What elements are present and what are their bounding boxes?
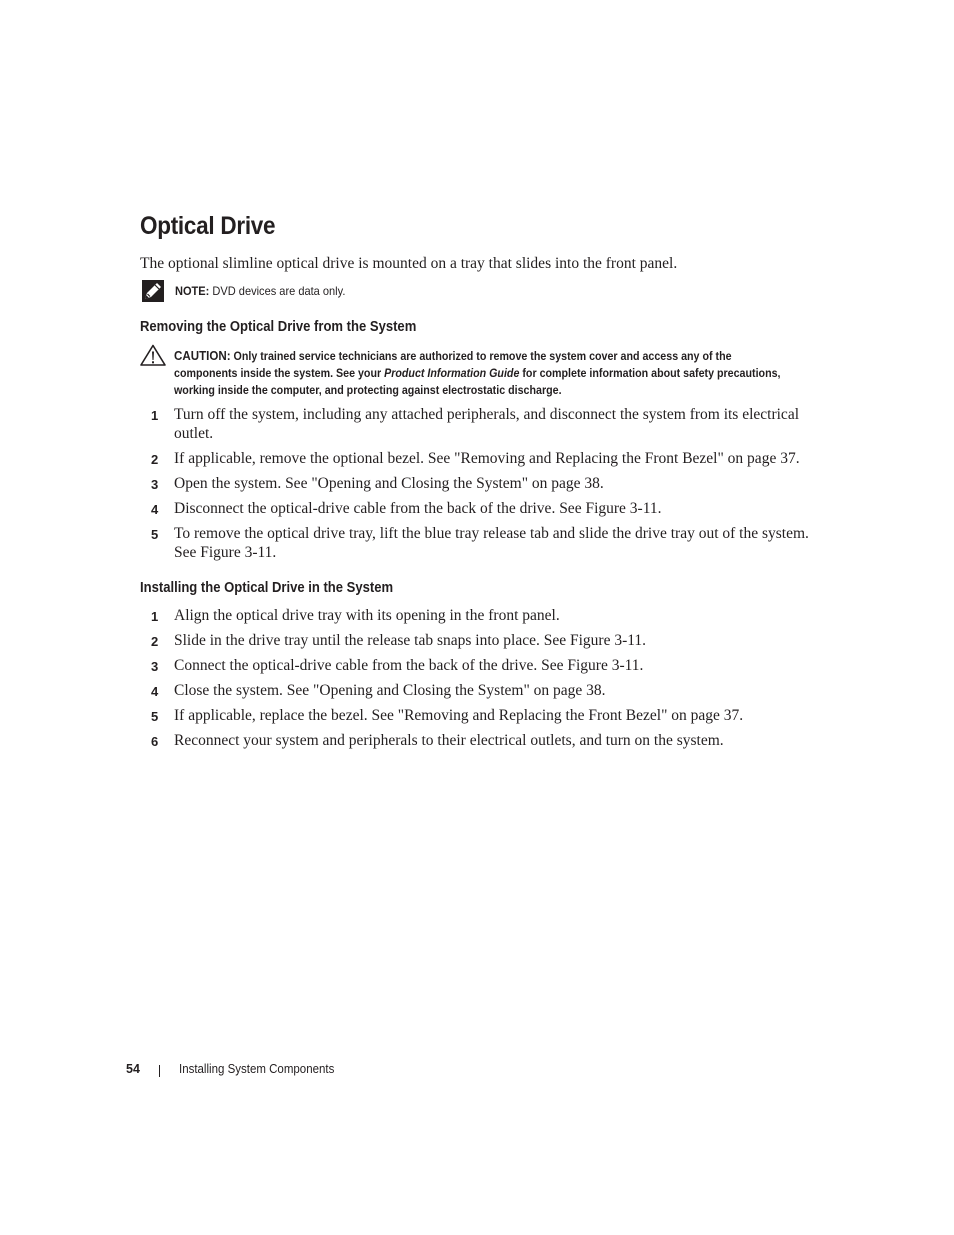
installing-heading: Installing the Optical Drive in the System	[140, 580, 394, 596]
page-title: Optical Drive	[140, 212, 276, 240]
list-item	[140, 524, 820, 562]
step-text: Disconnect the optical-drive cable from the back of the drive. See Figure 3-11.	[174, 500, 662, 517]
footer-section-title: Installing System Components	[179, 1062, 335, 1076]
caution-body-after: for complete information about safety precautions, working inside the computer, and protecting against electrostatic discharge.	[174, 366, 781, 397]
step-text: Slide in the drive tray until the release tab snaps into place. See Figure 3-11.	[174, 632, 647, 649]
step-text: Close the system. See "Opening and Closing the System" on page 38.	[174, 682, 606, 699]
note-callout	[142, 280, 782, 306]
note-label: NOTE:	[175, 284, 210, 298]
step-number: 3	[151, 477, 159, 492]
note-body: DVD devices are data only.	[212, 284, 346, 298]
footer-separator	[159, 1065, 160, 1077]
step-number: 5	[151, 527, 159, 542]
list-item	[140, 405, 820, 443]
list-item	[140, 449, 820, 468]
step-number: 5	[151, 709, 159, 724]
step-text: To remove the optical drive tray, lift the blue tray release tab and slide the drive tray out of the system. See Figure 3-11.	[174, 525, 809, 561]
note-text	[175, 284, 345, 298]
step-number: 4	[151, 502, 159, 517]
list-item	[140, 631, 820, 650]
caution-emphasis: Product Information Guide	[384, 366, 520, 380]
step-text: If applicable, replace the bezel. See "Removing and Replacing the Front Bezel" on page 37.	[174, 707, 744, 724]
list-item	[140, 656, 820, 675]
caution-body-before: Only trained service technicians are authorized to remove the system cover and access any of the components inside the system. See your	[174, 349, 732, 380]
step-text: Connect the optical-drive cable from the back of the drive. See Figure 3-11.	[174, 657, 644, 674]
step-number: 6	[151, 734, 159, 749]
step-number: 3	[151, 659, 159, 674]
step-number: 2	[151, 634, 159, 649]
step-text: Open the system. See "Opening and Closing the System" on page 38.	[174, 475, 604, 492]
step-text: Turn off the system, including any attached peripherals, and disconnect the system from its electrical outlet.	[174, 406, 800, 442]
list-item	[140, 499, 820, 518]
caution-text	[174, 347, 797, 399]
caution-callout	[140, 344, 820, 402]
caution-label: CAUTION:	[174, 348, 231, 363]
installing-steps-list	[140, 606, 820, 756]
page-number: 54	[126, 1062, 140, 1076]
list-item	[140, 606, 820, 625]
warning-triangle-icon	[140, 344, 166, 366]
list-item	[140, 706, 820, 725]
step-text: Reconnect your system and peripherals to their electrical outlets, and turn on the system.	[174, 732, 724, 749]
list-item	[140, 731, 820, 750]
list-item	[140, 681, 820, 700]
step-number: 4	[151, 684, 159, 699]
removing-steps-list	[140, 405, 820, 568]
page-footer	[126, 1062, 526, 1080]
list-item	[140, 474, 820, 493]
step-text: If applicable, remove the optional bezel. See "Removing and Replacing the Front Bezel" on page 37.	[174, 450, 800, 467]
step-text: Align the optical drive tray with its opening in the front panel.	[174, 607, 560, 624]
step-number: 2	[151, 452, 159, 467]
step-number: 1	[151, 408, 159, 423]
pencil-note-icon	[142, 280, 164, 302]
intro-paragraph: The optional slimline optical drive is mounted on a tray that slides into the front panel.	[140, 255, 678, 272]
removing-heading: Removing the Optical Drive from the System	[140, 319, 417, 335]
step-number: 1	[151, 609, 159, 624]
